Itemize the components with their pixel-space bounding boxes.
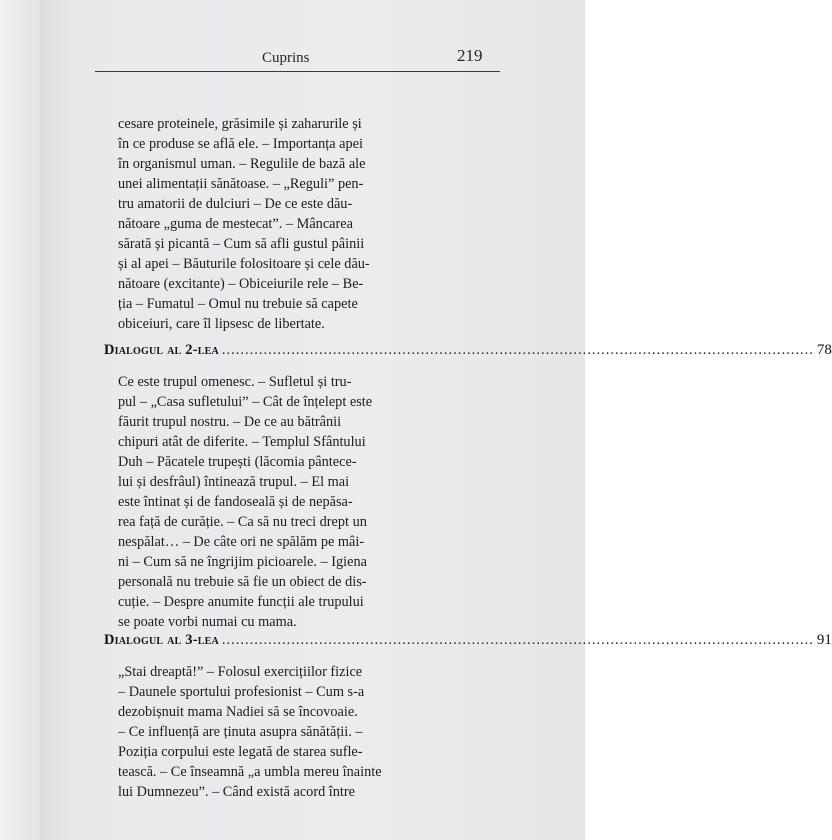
toc-entry-page: 78 (816, 342, 832, 358)
text-line: lui Dumnezeu”. – Când există acord între (118, 784, 356, 800)
text-line: pul – „Casa sufletului” – Cât de înțelept este (118, 394, 373, 410)
text-line: este întinat și de fandoseală și de nepăsa- (118, 494, 353, 510)
toc-entry-dialogue-3 (104, 632, 832, 649)
text-line: Duh – Păcatele trupești (lăcomia pântece- (118, 454, 357, 470)
text-line: obiceiuri, care îl lipsesc de libertate. (118, 316, 325, 332)
text-line: cuție. – Despre anumite funcții ale trupului (118, 594, 364, 610)
text-line: cesare proteinele, grăsimile și zaharurile și (118, 116, 362, 132)
section-3-text (118, 662, 382, 802)
text-line: în organismul uman. – Regulile de bază ale (118, 156, 366, 172)
page-number: 219 (457, 46, 483, 65)
text-line: – Daunele sportului profesionist – Cum s-a (118, 684, 365, 700)
toc-entry-title: Dialogul al 3-lea (104, 632, 219, 648)
background-right (585, 0, 630, 840)
section-1-text (118, 114, 370, 334)
text-line: ni – Cum să ne îngrijim picioarele. – Igiena (118, 554, 367, 570)
section-2-text (118, 372, 372, 632)
text-line: se poate vorbi numai cu mama. (118, 614, 297, 630)
toc-entry-page: 91 (816, 632, 832, 648)
text-line: rea față de curăție. – Ca să nu treci drept un (118, 514, 367, 530)
text-line: „Stai dreaptă!” – Folosul exercițiilor fizice (118, 664, 363, 680)
text-line: Poziția corpului este legată de starea sufle- (118, 744, 363, 760)
toc-entry-title: Dialogul al 2-lea (104, 342, 219, 358)
text-line: lui și desfrâul) întinează trupul. – El mai (118, 474, 350, 490)
text-line: Ce este trupul omenesc. – Sufletul și tru- (118, 374, 352, 390)
text-line: – Ce influență are ținuta asupra sănătății. – (118, 724, 363, 740)
text-line: ția – Fumatul – Omul nu trebuie să capete (118, 296, 358, 312)
dot-leader: ................................................................................................................................ (221, 342, 814, 358)
text-line: unei alimentații sănătoase. – „Reguli” pen- (118, 176, 364, 192)
text-line: tru amatorii de dulciuri – De ce este dău- (118, 196, 353, 212)
text-line: tească. – Ce înseamnă „a umbla mereu înainte (118, 764, 382, 780)
text-line: chipuri atât de diferite. – Templul Sfântului (118, 434, 366, 450)
running-header-title: Cuprins (262, 50, 310, 66)
toc-entry-dialogue-2 (104, 342, 832, 359)
text-line: nespălat… – De câte ori ne spălăm pe mâi- (118, 534, 365, 550)
text-line: sărată și picantă – Cum să afli gustul pâinii (118, 236, 365, 252)
text-line: dezobișnuit mama Nadiei să se încovoaie. (118, 704, 358, 720)
text-line: nătoare „guma de mestecat”. – Mâncarea (118, 216, 353, 232)
text-line: și al apei – Băuturile folositoare și cele dău- (118, 256, 370, 272)
text-line: personală nu trebuie să fie un obiect de dis- (118, 574, 367, 590)
text-line: făurit trupul nostru. – De ce au bătrânii (118, 414, 342, 430)
header-rule (95, 71, 500, 72)
dot-leader: ................................................................................................................................ (221, 632, 814, 648)
text-line: în ce produse se află ele. – Importanța apei (118, 136, 363, 152)
page-shadow-left (0, 0, 40, 840)
text-line: nătoare (excitante) – Obiceiurile rele – Be- (118, 276, 364, 292)
